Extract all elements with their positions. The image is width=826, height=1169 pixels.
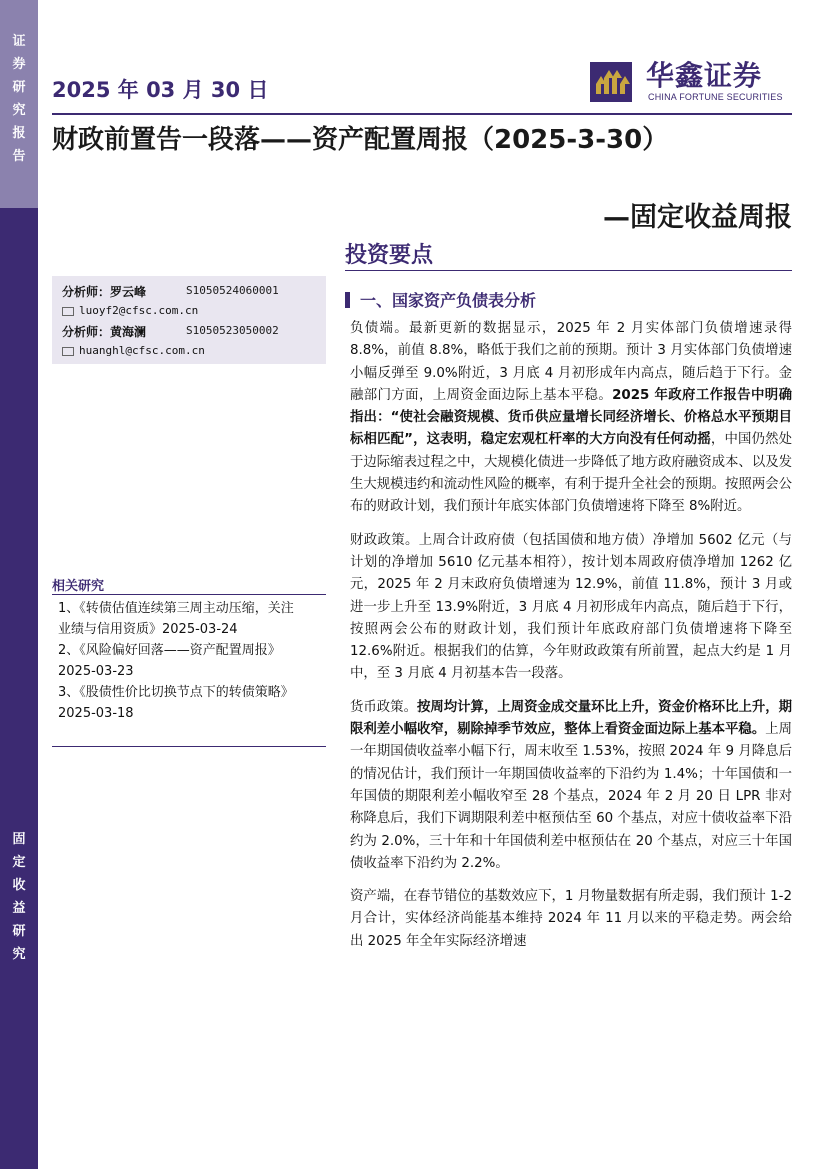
paragraph-assets: 资产端，在春节错位的基数效应下，1 月物量数据有所走弱，我们预计 1-2 月合计，实体经济尚能基本维持 2024 年 11 月以来的平稳走势。两会给出 2025 年全年实际经济增速: [350, 889, 792, 949]
report-title: 财政前置告一段落——资产配置周报（2025-3-30）: [52, 125, 669, 155]
related-research-heading: 相关研究: [52, 579, 105, 594]
bold-run: 2025 年政府工作报告中明确指出：“使社会融资规模、货币供应量增长同经济增长、价格总水平预期目标相匹配”，这表明，稳定宏观杠杆率的大方向没有任何动摇: [350, 387, 792, 448]
header-divider: [52, 113, 792, 115]
analyst-cert-code: S1050524060001: [186, 284, 279, 297]
side-band-bottom: [0, 208, 38, 1169]
side-label-report-type: [0, 30, 38, 168]
related-divider: [52, 594, 326, 595]
subsection-heading: [345, 288, 536, 311]
side-char: 定: [12, 855, 26, 870]
side-char: 收: [12, 878, 26, 893]
side-char: 告: [12, 149, 26, 164]
related-item[interactable]: 1、《转债估值连续第三周主动压缩，关注业绩与信用资质》2025-03-24: [58, 601, 294, 637]
text-run: ，中国仍然处于边际缩表过程之中，大规模化债进一步降低了地方政府融资成本、以及发生大规模违约和流动性风险的概率，有利于提升全社会的预期。按照两会公布的财政计划，我们预计年底实体部门负债增速将下降至 8%附近。: [350, 432, 792, 515]
side-label-category: [0, 828, 38, 966]
heading-bar: [345, 292, 350, 308]
paragraph-monetary-policy: [350, 697, 792, 875]
email-text: luoyf2@cfsc.com.cn: [79, 304, 199, 317]
related-bottom-divider: [52, 746, 326, 747]
side-char: 券: [12, 57, 26, 72]
email-text: huanghl@cfsc.com.cn: [79, 344, 205, 357]
report-subtitle: —固定收益周报: [603, 202, 792, 233]
logo-english-name: CHINA FORTUNE SECURITIES: [648, 92, 783, 102]
analyst-cert-code: S1050523050002: [186, 324, 279, 337]
mail-icon: [62, 347, 74, 356]
analyst-1: [62, 283, 146, 300]
text-run: 货币政策。: [350, 699, 417, 715]
text-run: 负债端。最新更新的数据显示，2025 年 2 月实体部门负债增速录得 8.8%，前值 8.8%，略低于我们之前的预期。预计 3 月实体部门负债增速小幅反弹至 9.0%附近，3 月底 4 月初形成年内高点，随后趋于下行。金融部门方面，上周资金面边际上基本平稳。: [350, 321, 792, 403]
mail-icon: [62, 307, 74, 316]
main-content: [350, 318, 792, 964]
side-char: 报: [12, 126, 26, 141]
side-char: 研: [12, 924, 26, 939]
paragraph-liabilities: [350, 318, 792, 519]
analyst-email[interactable]: [62, 304, 198, 317]
paragraph-fiscal-policy: 财政政策。上周合计政府债（包括国债和地方债）净增加 5602 亿元（与计划的净增加 5610 亿元基本相符），按计划本周政府债净增加 1262 亿元，2025 年 2 月末政府负债增速为 12.9%，前值 11.8%，预计 3 月或进一步上升至 13.9%附近，3 月底 4 月初形成年内高点，随后趋于下行，按照两会公布的财政计划，我们预计年底政府部门负债增速将下降至 12.6%附近。根据我们的估算，今年财政政策有所前置，起点大约是 1 月中，至 3 月底 4 月初基本告一段落。: [350, 532, 792, 682]
side-char: 证: [12, 34, 26, 49]
side-char: 究: [12, 947, 26, 962]
analyst-name: 分析师：黄海澜: [62, 325, 147, 339]
bold-run: 按周均计算，上周资金成交量环比上升，资金价格环比上升，期限利差小幅收窄，剔除掉季节效应，整体上看资金面边际上基本平稳。: [350, 699, 793, 738]
subsection-heading-text: 一、国家资产负债表分析: [360, 291, 537, 310]
analyst-email[interactable]: [62, 344, 205, 357]
analyst-2: [62, 323, 146, 340]
report-date: 2025 年 03 月 30 日: [52, 78, 269, 102]
related-item[interactable]: 2、《风险偏好回落——资产配置周报》2025-03-23: [58, 643, 281, 679]
side-char: 究: [12, 103, 26, 118]
analyst-name: 分析师：罗云峰: [62, 285, 147, 299]
text-run: 上周一年期国债收益率小幅下行，周末收至 1.53%，按照 2024 年 9 月降息后的情况估计，我们预计一年期国债收益率的下沿约为 1.4%；十年国债和一年国债的期限利差小幅收窄至 28 个基点，2024 年 2 月 20 日 LPR 非对称降息后，我们下调期限利差中枢预估至 60 个基点，对应十债收益率下沿约为 2.0%，三十年和十年国债利差中枢预估在 20 个基点，对应三十年国债收益率下沿约为 2.2%。: [350, 722, 793, 871]
side-char: 研: [12, 80, 26, 95]
logo-mark-icon: [590, 62, 632, 102]
company-logo: [590, 52, 790, 108]
side-char: 益: [12, 901, 26, 916]
related-item[interactable]: 3、《股债性价比切换节点下的转债策略》2025-03-18: [58, 685, 294, 721]
related-research-list: [58, 598, 298, 724]
analyst-box: [52, 276, 326, 364]
section-heading: 投资要点: [345, 243, 434, 268]
side-char: 固: [12, 832, 26, 847]
logo-chinese-name: 华鑫证券: [646, 59, 763, 92]
section-divider: [345, 270, 792, 271]
